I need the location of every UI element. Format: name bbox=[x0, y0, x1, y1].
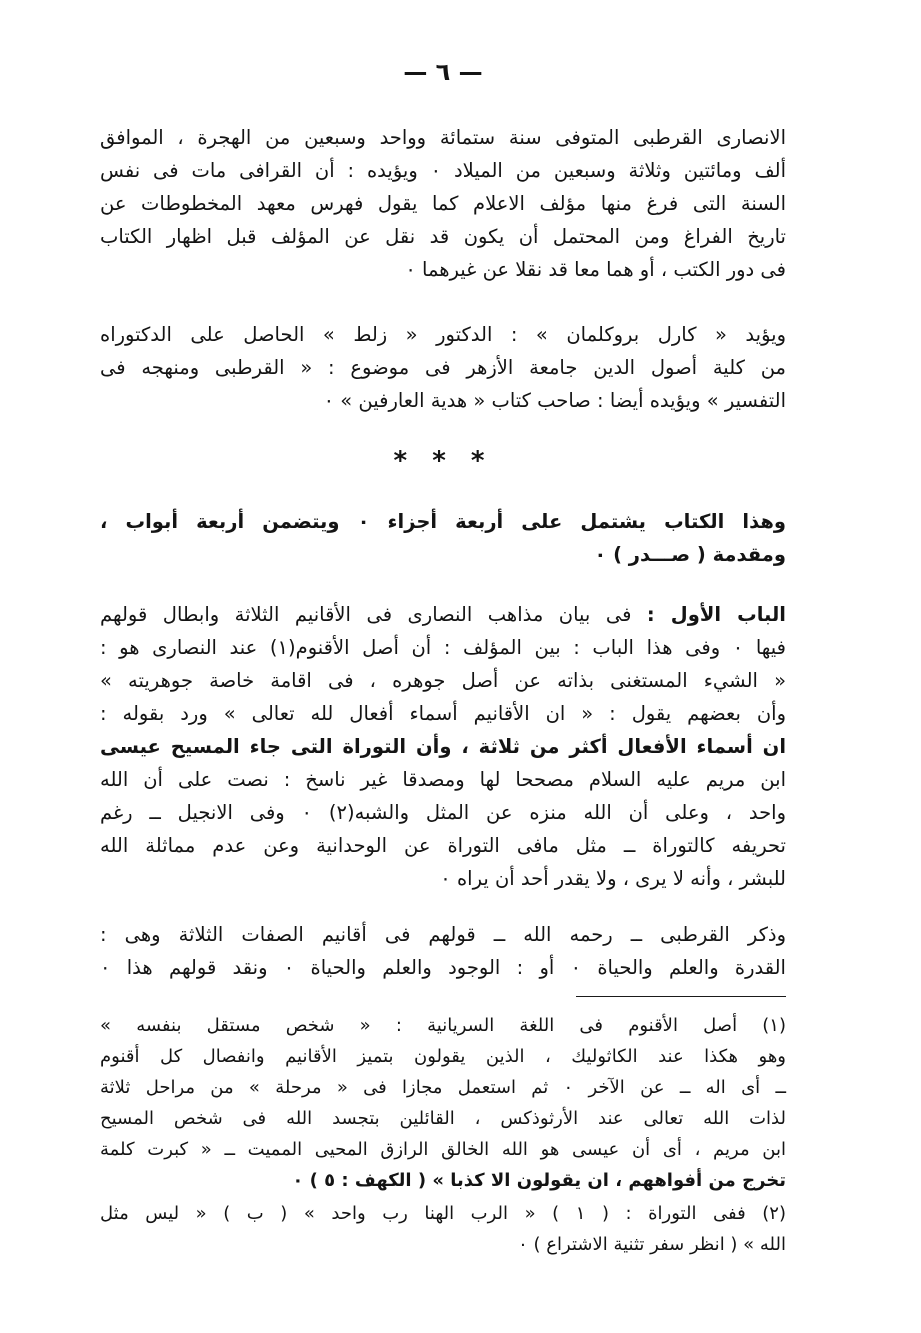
text-line: من كلية أصول الدين جامعة الأزهر فى موضوع : « القرطبى ومنهجه فى bbox=[100, 356, 786, 379]
footnote-line: تخرج من أفواههم ، ان يقولون الا كذبا » ( الكهف : ٥ ) ٠ bbox=[292, 1170, 786, 1191]
footnote-line: الله » ( انظر سفر تثنية الاشتراع ) ٠ bbox=[518, 1234, 786, 1255]
page-number: — ٦ — bbox=[403, 58, 483, 86]
footnote-line: لذات الله تعالى عند الأرثوذكس ، القائلين بتجسد الله فى شخص المسيح bbox=[100, 1108, 786, 1129]
footnote-line: (٢) ففى التوراة : ( ١ ) « الرب الهنا رب واحد » ( ب ) « ليس مثل bbox=[100, 1203, 786, 1224]
footnote-line: (١) أصل الأقنوم فى اللغة السريانية : « شخص مستقل بنفسه » bbox=[100, 1015, 786, 1036]
footnote-line: ابن مريم ، أى أن عيسى هو الله الخالق الرازق المحيى المميت ــ « كبرت كلمة bbox=[100, 1139, 786, 1160]
text-line: التفسير » ويؤيده أيضا : صاحب كتاب « هدية العارفين » ٠ bbox=[323, 389, 786, 412]
footnote-line: ــ أى اله ــ عن الآخر ٠ ثم استعمل مجازا فى « مرحلة » من مراحل ثلاثة bbox=[100, 1077, 786, 1098]
text-line: وذكر القرطبى ــ رحمه الله ــ قولهم فى أقانيم الصفات الثلاثة وهى : bbox=[100, 923, 786, 946]
text-line: تحريفه كالتوراة ــ مثل مافى التوراة عن الوحدانية وعن عدم مماثلة الله bbox=[100, 834, 786, 857]
text-line bbox=[100, 598, 786, 631]
text-line: ويؤيد « كارل بروكلمان » : الدكتور « زلط » الحاصل على الدكتوراه bbox=[100, 323, 786, 346]
footnote-line: وهو هكذا عند الكاثوليك ، الذين يقولون بتميز الأقانيم وانفصال كل أقنوم bbox=[100, 1046, 786, 1067]
text-line: فيها ٠ وفى هذا الباب : بين المؤلف : أن أصل الأقنوم(١) عند النصارى هو : bbox=[100, 636, 786, 659]
paragraph-5 bbox=[100, 918, 786, 984]
text-line: ومقدمة ( صـــدر ) ٠ bbox=[594, 543, 786, 566]
text-line: وأن بعضهم يقول : « ان الأقانيم أسماء أفعال لله تعالى » ورد بقوله : bbox=[100, 702, 786, 725]
text-run: فى بيان مذاهب النصارى فى الأقانيم الثلاثة وابطال قولهم bbox=[100, 603, 632, 626]
text-line: الانصارى القرطبى المتوفى سنة ستمائة وواحد وسبعين من الهجرة ، الموافق bbox=[100, 126, 786, 149]
paragraph-3 bbox=[100, 505, 786, 571]
footnotes bbox=[100, 1010, 786, 1260]
text-line: السنة التى فرغ منها مؤلف الاعلام كما يقول فهرس معهد المخطوطات عن bbox=[100, 192, 786, 215]
text-line: ألف ومائتين وثلاثة وسبعين من الميلاد ٠ ويؤيده : أن القرافى مات فى نفس bbox=[100, 159, 786, 182]
text-line: للبشر ، وأنه لا يرى ، ولا يقدر أحد أن يراه ٠ bbox=[440, 867, 786, 890]
chapter-heading: الباب الأول : bbox=[646, 603, 786, 626]
book-page bbox=[100, 0, 786, 1333]
text-line: ان أسماء الأفعال أكثر من ثلاثة ، وأن التوراة التى جاء المسيح عيسى bbox=[100, 735, 786, 758]
paragraph-4 bbox=[100, 598, 786, 895]
text-line: وهذا الكتاب يشتمل على أربعة أجزاء ٠ ويتضمن أربعة أبواب ، bbox=[100, 510, 786, 533]
text-line: فى دور الكتب ، أو هما معا قد نقلا عن غيرهما ٠ bbox=[405, 258, 786, 281]
text-line: واحد ، وعلى أن الله منزه عن المثل والشبه(٢) ٠ وفى الانجيل ــ رغم bbox=[100, 801, 786, 824]
text-line: القدرة والعلم والحياة ٠ أو : الوجود والعلم والحياة ٠ ونقد قولهم هذا ٠ bbox=[100, 956, 786, 979]
paragraph-2 bbox=[100, 318, 786, 417]
section-separator-stars: * * * bbox=[393, 446, 493, 476]
text-line: تاريخ الفراغ ومن المحتمل أن يكون قد نقل عن المؤلف قبل اظهار الكتاب bbox=[100, 225, 786, 248]
footnote-divider bbox=[576, 996, 786, 997]
text-line: ابن مريم عليه السلام مصححا لها ومصدقا غير ناسخ : نصت على أن الله bbox=[100, 768, 786, 791]
text-line: « الشيء المستغنى بذاته عن أصل جوهره ، فى اقامة خاصة جوهريته » bbox=[100, 669, 786, 692]
paragraph-1 bbox=[100, 121, 786, 286]
